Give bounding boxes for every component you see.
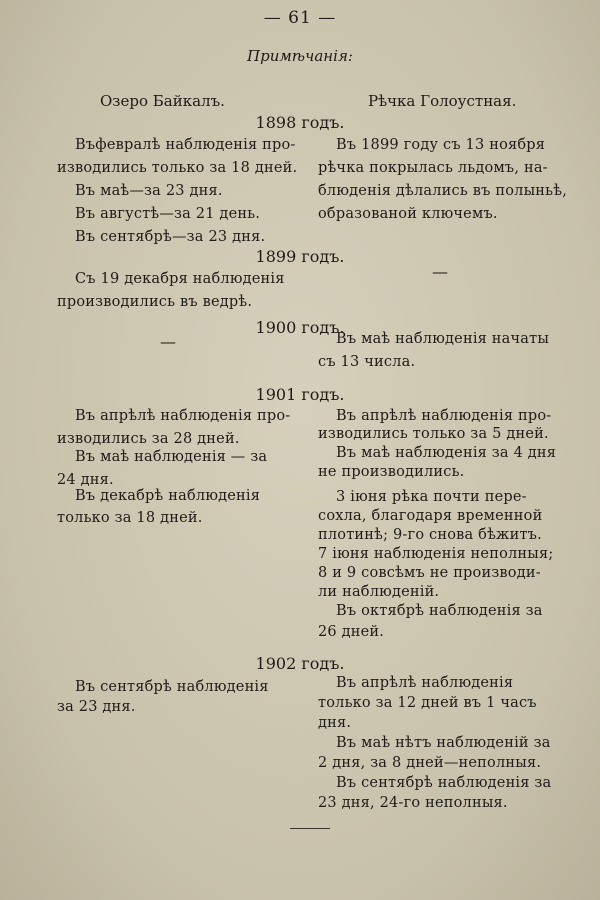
text-line: сохла, благодаря временной [318,508,543,524]
text-line: Въ маѣ наблюденія — за [75,449,268,465]
text-line: Въ апрѣлѣ наблюденія про- [336,408,552,424]
notes-title: Примѣчанія: [247,47,353,65]
text-line: дня. [318,715,352,731]
text-line: блюденія дѣлались въ полыньѣ, [318,183,568,199]
year-heading-1898: 1898 годъ. [255,113,345,132]
text-line: Въ декабрѣ наблюденія [75,488,261,504]
text-line: Въ маѣ наблюденія начаты [336,331,550,347]
year-heading-1899: 1899 годъ. [255,247,345,266]
text-line: Въ маѣ наблюденія за 4 дня [336,445,557,461]
text-line: плотинѣ; 9-го снова бѣжитъ. [318,527,542,543]
empty-dash: — [160,332,176,351]
text-line: изводились только за 5 дней. [318,426,549,442]
text-line: за 23 дня. [57,699,136,715]
text-line: рѣчка покрылась льдомъ, на- [318,160,548,176]
text-line: только за 12 дней въ 1 часъ [318,695,537,711]
text-line: 2 дня, за 8 дней—неполныя. [318,755,542,771]
text-line: изводились только за 18 дней. [57,160,298,176]
text-line: 3 іюня рѣка почти пере- [336,489,527,505]
column-heading-baikal: Озеро Байкалъ. [100,92,225,110]
text-line: Въ апрѣлѣ наблюденія [336,675,514,691]
column-heading-goloustnaya: Рѣчка Голоустная. [368,92,517,110]
text-line: 8 и 9 совсѣмъ не производи- [318,565,541,581]
text-line: Въ апрѣлѣ наблюденія про- [75,408,291,424]
text-line: производились въ ведрѣ. [57,294,253,310]
text-line: съ 13 числа. [318,354,416,370]
text-line: Въ 1899 году съ 13 ноября [336,137,546,153]
year-heading-1902: 1902 годъ. [255,654,345,673]
text-line: Въ маѣ нѣтъ наблюденій за [336,735,551,751]
text-line: 24 дня. [57,472,114,488]
text-line: Въ сентябрѣ—за 23 дня. [75,229,266,245]
text-line: Въ августѣ—за 21 день. [75,206,261,222]
year-heading-1900: 1900 годъ. [255,318,345,337]
page-number: — 61 — [263,8,337,28]
text-line: не производились. [318,464,465,480]
text-line: 26 дней. [318,624,385,640]
empty-dash: — [432,262,448,281]
text-line: Въ октябрѣ наблюденія за [336,603,543,619]
text-line: Съ 19 декабря наблюденія [75,271,285,287]
year-heading-1901: 1901 годъ. [255,385,345,404]
text-line: ли наблюденій. [318,584,440,600]
text-line: Въфевралѣ наблюденія про- [75,137,296,153]
text-line: 7 іюня наблюденія неполныя; [318,546,554,562]
text-line: 23 дня, 24-го неполныя. [318,795,508,811]
text-line: образованой ключемъ. [318,206,498,222]
text-line: Въ маѣ—за 23 дня. [75,183,223,199]
text-line: Въ сентябрѣ наблюденія за [336,775,552,791]
end-rule [290,828,330,829]
text-line: изводились за 28 дней. [57,431,240,447]
text-line: только за 18 дней. [57,510,203,526]
text-line: Въ сентябрѣ наблюденія [75,679,269,695]
